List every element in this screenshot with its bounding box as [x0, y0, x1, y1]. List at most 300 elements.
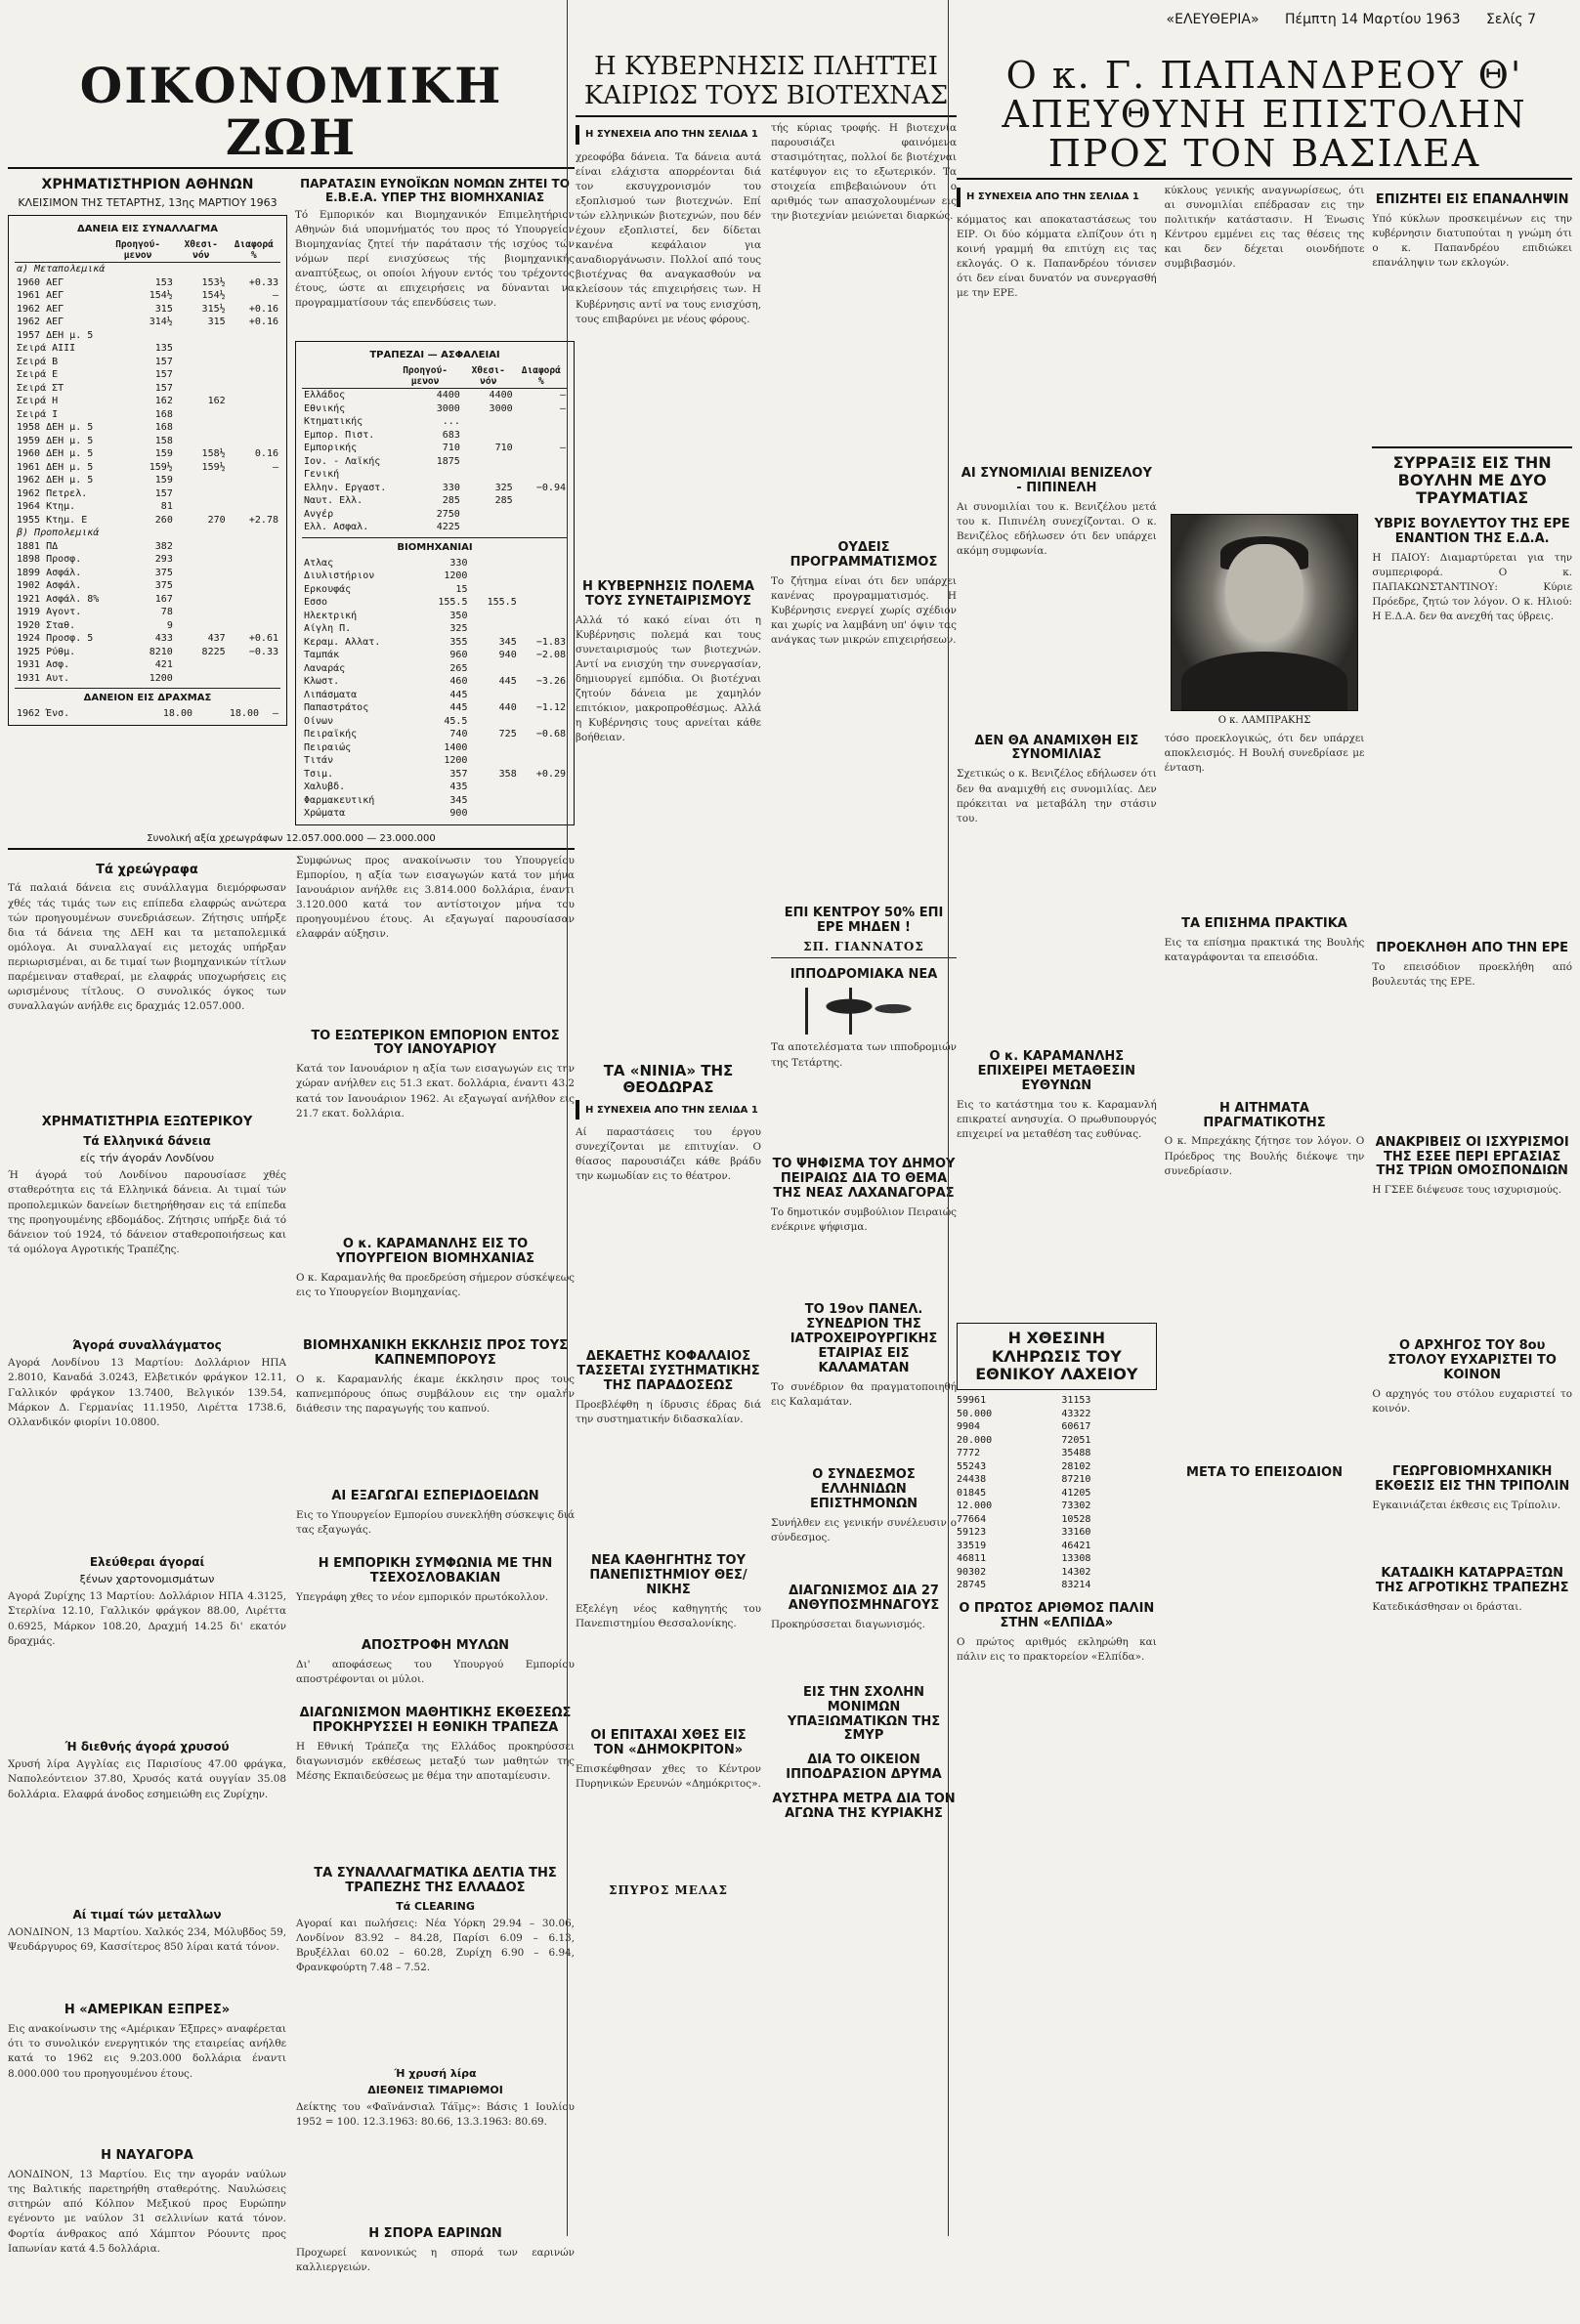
row-value: 960 — [449, 650, 468, 660]
row-value: 8210 — [149, 646, 173, 657]
banks-column-header: Προηγού-μενον — [388, 364, 462, 389]
row-value: 900 — [449, 808, 468, 819]
row-label: Οίνων — [304, 715, 334, 727]
sowing-text: Προχωρεί κανονικώς η σπορά των εαρινών καλλιεργειών. — [296, 2246, 575, 2273]
shipping-text: ΛΟΝΔΙΝΟΝ, 13 Μαρτίου. Εις την αγοράν ναύλων της Βαλτικής παρετηρήθη σταθερότης. Ναυλώσεις σιτηρών από Κόλπον Μεξικού προς Ευρώπην εγένοντο με ναύλον 31 σελλινίων κατά τόνον. Φορτία άνθρακος από Χάμπτον Ρόουντς προς Ιαπωνίαν κατά 4.5 δολλάρια. — [8, 2169, 286, 2255]
row-value: 78 — [160, 607, 173, 617]
church-title: ΒΙΟΜΗΧΑΝΙΚΗ ΕΚΚΛΗΣΙΣ ΠΡΟΣ ΤΟΥΣ ΚΑΠΝΕΜΠΟΡΟΥΣ — [302, 1338, 569, 1369]
row-label: Κλωστ. — [304, 676, 340, 687]
foreign-exchange-title: ΧΡΗΜΑΤΙΣΤΗΡΙΑ ΕΞΩΤΕΡΙΚΟΥ — [41, 1115, 253, 1130]
row-value — [175, 342, 228, 356]
exchange-title: ΧΡΗΜΑΤΙΣΤΗΡΙΟΝ ΑΘΗΝΩΝ — [41, 177, 254, 192]
demand-title: Η ΑΙΤΗΜΑΤΑ ΠΡΑΓΜΑΤΙΚΟΤΗΣ — [1203, 1100, 1326, 1130]
government-text-1: χρεοφόβα δάνεια. Τα δάνεια αυτά είναι ελάχιστα απορρέονται διά τον εκσυγχρονισμόν του εξοπλισμού των βιοτεχνών. Επί τών ελληνικών βιοτεχνών, που δέν έχουν εξοπλιστεί, δεν δίδεται κανένα κεφάλαιον για αναδιοργάνωσιν. Πολλοί από τους βιοτέχνας θα αναγκασθούν να κλείσουν τάς επιχειρήσεις των. Η Κυβέρνησις αντί να τους ενισχύση, τους επιβαρύνει με νέους φόρους. — [576, 150, 761, 325]
row-value: 45.5 — [444, 715, 468, 727]
row-value — [515, 508, 568, 522]
banks-header: ΤΡΑΠΕΖΑΙ — ΑΣΦΑΛΕΙΑΙ — [369, 350, 500, 360]
banks-row — [302, 508, 568, 522]
loans-row — [15, 447, 280, 461]
metal-text: ΛΟΝΔΙΝΟΝ, 13 Μαρτίου. Χαλκός 234, Μόλυβδος 59, Ψευδάργυρος 69, Κασσίτερος 850 λίραι κατά τόνον. — [8, 1926, 286, 1954]
row-value — [469, 689, 518, 702]
row-value — [519, 715, 568, 729]
races-text: Τα αποτελέσματα των ιπποδρομιών της Τετάρτης. — [771, 1041, 957, 1069]
clearing-title: Τά CLEARING — [396, 1899, 475, 1913]
row-value — [469, 794, 518, 808]
row-value — [519, 794, 568, 808]
denials-text: Η ΓΣΕΕ διέψευσε τους ισχυρισμούς. — [1372, 1184, 1562, 1197]
row-value — [469, 754, 518, 768]
bonds-text: Τά παλαιά δάνεια εις συνάλλαγμα διεμόρφωσαν χθές τάς τιμάς των εις επίπεδα ελαφρώς ανώτερα τών προηγουμένων συνεδριάσεων. Ζήτησις υπήρξε δια τά δάνεια της ΔΕΗ και τα μεταπολεμικά ομόλογα. Αι συναλλαγαί εις μετοχάς υπήρξαν περιωρισμέναι, αι δε τιμαί των βιομηχανικών τίτλων παρέμειναν σταθεραί, με ελαφράς υποχωρήσεις εις ωρισμένους τίτλους. Ο συνολικός όγκος των συναλλαγών ανήλθε εις δραχμάς 12.057.000. — [8, 882, 286, 1013]
row-label: Ηλεκτρική — [304, 610, 358, 621]
lottery-number: 10528 — [1061, 1513, 1091, 1525]
government-text-3: τής κύριας τροφής. Η βιοτεχνία παρουσιάζει φαινόμενα στασιμότητας, πολλοί δε βιοτέχναι κατέφυγον εις το εξωτερικόν. Τα στοιχεία επιβεβαιώνουν ότι ο αριθμός των απασχολουμένων εις την βιοτεχνίαν μειώνεται διαρκώς. — [771, 121, 957, 223]
row-label: Διυλιστήριον — [304, 570, 375, 581]
loans-table-box — [8, 215, 287, 726]
row-label: 1925 Ρύθμ. — [17, 646, 76, 657]
loans-row — [15, 382, 280, 396]
row-value: 162 — [154, 396, 173, 406]
lottery-number: 14302 — [1061, 1566, 1091, 1578]
row-value — [462, 521, 515, 534]
lottery-number: 13308 — [1061, 1553, 1091, 1565]
currency-text: Αγορά Ζυρίχης 13 Μαρτίου: Δολλάριον ΗΠΑ 4.3125, Στερλίνα 12.10, Γαλλικόν φράγκον 88.00, Λιρέττα 0.6925, Μάρκον 108.20, Δραχμή 14.25 δι' εκατόν δραχμάς. — [8, 1590, 286, 1647]
row-label: Χαλυβδ. — [304, 782, 346, 792]
row-value: +0.16 — [248, 303, 278, 315]
row-value — [175, 619, 228, 633]
papandreou-sub3: Ο κ. ΚΑΡΑΜΑΝΛΗΣ ΕΠΙΧΕΙΡΕΙ ΜΕΤΑΘΕΣΙΝ ΕΥΘΥΝΩΝ — [977, 1049, 1136, 1094]
row-value: 18.00 — [229, 708, 259, 719]
page-number: Σελίς 7 — [1485, 12, 1536, 27]
row-label: 1921 Ασφάλ. 8% — [17, 593, 100, 605]
row-value: 135 — [154, 343, 173, 354]
row-label: 1960 ΔΕΗ μ. 5 — [17, 448, 94, 459]
row-value: 157 — [154, 369, 173, 380]
loans-row — [15, 289, 280, 303]
row-value: 1200 — [444, 755, 468, 766]
economy-section — [0, 0, 582, 2273]
row-value — [515, 494, 568, 508]
lottery-number: 7772 — [957, 1448, 981, 1459]
row-value: 4225 — [436, 522, 460, 532]
lottery-number: 24438 — [957, 1474, 987, 1486]
clash-subtitle: ΥΒΡΙΣ ΒΟΥΛΕΥΤΟΥ ΤΗΣ ΕΡΕ ΕΝΑΝΤΙΟΝ ΤΗΣ Ε.Δ.Α. — [1374, 516, 1570, 546]
farm-text: Εγκαινιάζεται έκθεσις εις Τρίπολιν. — [1372, 1500, 1561, 1512]
row-value: −0.94 — [535, 482, 566, 493]
row-value — [519, 754, 568, 768]
industry-row — [302, 768, 568, 782]
row-value — [175, 487, 228, 501]
row-value — [519, 610, 568, 623]
gold-market: Ή διεθνής άγορά χρυσού — [64, 1740, 230, 1754]
vote-title: ΤΟ ΨΗΦΙΣΜΑ ΤΟΥ ΔΗΜΟΥ ΠΕΙΡΑΙΩΣ ΔΙΑ ΤΟ ΘΕΜΑ ΤΗΣ ΝΕΑΣ ΛΑΧΑΝΑΓΟΡΑΣ — [772, 1157, 956, 1202]
row-value — [228, 553, 280, 567]
row-value — [469, 662, 518, 676]
robbers-title: ΚΑΤΑΔΙΚΗ ΚΑΤΑΡΡΑΞΤΩΝ ΤΗΣ ΑΓΡΟΤΙΚΗΣ ΤΡΑΠΕΖΗΣ — [1375, 1566, 1569, 1596]
drachma-header: ΔΑΝΕΙΟΝ ΕΙΣ ΔΡΑΧΜΑΣ — [83, 693, 212, 703]
scientists-text: Συνήλθεν εις γενικήν συνέλευσιν ο σύνδεσμος. — [771, 1516, 957, 1543]
row-value — [228, 395, 280, 408]
government-section: Η ΚΥΒΕΡΝΗΣΙΣ ΠΛΗΤΤΕΙ ΚΑΙΡΙΩΣ ΤΟΥΣ ΒΙΟΤΕΧΝΑΣ Η ΣΥΝΕΧΕΙΑ ΑΠΟ ΤΗΝ ΣΕΛΙΔΑ 1 χρεοφόβα δάνεια. Τα δάνεια αυτά είναι ελάχιστα απορρέονται διά τον εκσυγχρονισμόν του εξοπλισμού των βιοτεχνών. Επί τών ελληνικών βιοτεχνών, που δέν έχουν εξοπλιστεί, δεν δίδεται κανένα κεφάλαιον για αναδιοργάνωσιν. Πολλοί από τους βιοτέχνας θα αναγκασθούν να κλείσουν τάς επιχειρήσεις των. Η Κυβέρνησις αντί να τους ενισχύση, τους επιβαρύνει με νέους φόρους. Η ΚΥΒΕΡΝΗΣΙΣ ΠΟΛΕΜΑ ΤΟΥΣ ΣΥΝΕΤΑΙΡΙΣΜΟΥΣ Αλλά τό κακό είναι ότι η Κυβέρνησις πολεμά και τους συνεταιρισμούς των βιοτεχνών. Αντί να ενισχύη την συνεργασίαν, δημιουργεί εμπόδια. Οι βιοτέχναι ζητούν δάνεια με χαμηλόν επιτόκιον, μακροπροθέσμως. Αλλά η Κυβέρνησις τους αρνείται κάθε βοήθειαν. ΤΑ «ΝΙΝΙΑ» ΤΗΣ ΘΕΟΔΩΡΑΣ Η ΣΥΝΕΧΕΙΑ ΑΠΟ ΤΗΝ ΣΕΛΙΔΑ 1 Αί παραστάσεις του έργου συνεχίζονται με επιτυχίαν. Ο θίασος παρουσιάζει κάθε βράδυ την κωμωδίαν εις το θέατρον. ΔΕΚΑΕΤΗΣ ΚΟΦΑΛΑΙΟΣ ΤΑΣΣΕΤΑΙ ΣΥΣΤΗΜΑΤΙΚΗΣ ΤΗΣ ΠΑΡΑΔΟΣΕΩΣ Προεβλέφθη η ίδρυσις έδρας διά την συστηματικήν διδασκαλίαν. ΝΕΑ ΚΑΘΗΓΗΤΗΣ ΤΟΥ ΠΑΝΕΠΙΣΤΗΜΙΟΥ ΘΕΣ/ΝΙΚΗΣ Εξελέγη νέος καθηγητής του Πανεπιστημίου Θεσσαλονίκης. ΟΙ ΕΠΙΤΑΧΑΙ ΧΘΕΣ ΕΙΣ ΤΟΝ «ΔΗΜΟΚΡΙΤΟΝ» Επισκέφθησαν χθες το Κέντρον Πυρηνικών Ερευνών «Δημόκριτος». ΣΠΥΡΟΣ ΜΕΛΑΣ τής κύριας τροφής. Η βιοτεχνία παρουσιάζει φαινόμενα στασιμότητας, πολλοί δε βιοτέχναι κατέφυγον εις το εξωτερικόν. Τα στοιχεία επιβεβαιώνουν ότι ο αριθμός των απασχολουμένων εις την βιοτεχνίαν μειώνεται διαρκώς. ΟΥΔΕΙΣ ΠΡΟΓΡΑΜΜΑΤΙΣΜΟΣ Το ζήτημα είναι ότι δεν υπάρχει κανένας προγραμματισμός. Η Κυβέρνησις ενεργεί χωρίς σχέδιον και χωρίς να λαμβάνη υπ' όψιν τας ανάγκας των μικρών επιχειρήσεων. ΕΠΙ ΚΕΝΤΡΟΥ 50% ΕΠΙ ΕΡΕ ΜΗΔΕΝ ! ΣΠ. ΓΙΑΝΝΑΤΟΣ ΙΠΠΟΔΡΟΜΙΑΚΑ ΝΕΑ Τα αποτελέσματα των ιπποδρομιών της Τετάρτης. ΤΟ ΨΗΦΙΣΜΑ ΤΟΥ ΔΗΜΟΥ ΠΕΙΡΑΙΩΣ ΔΙΑ ΤΟ ΘΕΜΑ ΤΗΣ ΝΕΑΣ ΛΑΧΑΝΑΓΟΡΑΣ Το δημοτικόν συμβούλιον Πειραιώς ενέκρινε ψήφισμα. ΤΟ 19ον ΠΑΝΕΛ. ΣΥΝΕΔΡΙΟΝ ΤΗΣ ΙΑΤΡΟΧΕΙΡΟΥΡΓΙΚΗΣ ΕΤΑΙΡΙΑΣ ΕΙΣ ΚΑΛΑΜΑΤΑΝ Το συνέδριον θα πραγματοποιηθή εις Καλαμάταν. Ο ΣΥΝΔΕΣΜΟΣ ΕΛΛΗΝΙΔΩΝ ΕΠΙΣΤΗΜΟΝΩΝ Συνήλθεν εις γενικήν συνέλευσιν ο σύνδεσμος. ΔΙΑΓΩΝΙΣΜΟΣ ΔΙΑ 27 ΑΝΘΥΠΟΣΜΗΝΑΓΟΥΣ Προκηρύσσεται διαγωνισμός. ΕΙΣ ΤΗΝ ΣΧΟΛΗΝ ΜΟΝΙΜΩΝ ΥΠΑΞΙΩΜΑΤΙΚΩΝ ΤΗΣ ΣΜΥΡ ΔΙΑ ΤΟ ΟΙΚΕΙΟΝ ΙΠΠΟΔΡΑΣΙΟΝ ΔΡΥΜΑ ΑΥΣΤΗΡΑ ΜΕΤΡΑ ΔΙΑ ΤΟΝ ΑΓΩΝΑ ΤΗΣ ΚΥΡΙΑΚΗΣ — [567, 0, 964, 2236]
robbers-text: Κατεδικάσθησαν οι δράσται. — [1372, 1600, 1522, 1613]
industry-row — [302, 636, 568, 650]
government-cont: Η ΣΥΝΕΧΕΙΑ ΑΠΟ ΤΗΝ ΣΕΛΙΔΑ 1 — [576, 125, 761, 145]
row-value: 314½ — [149, 317, 173, 327]
banks-column-header: Χθεσι-νόν — [462, 364, 515, 389]
lottery-number: 60617 — [1061, 1421, 1091, 1433]
government-title: Η ΚΥΒΕΡΝΗΣΙΣ ΠΛΗΤΤΕΙ ΚΑΙΡΙΩΣ ΤΟΥΣ ΒΙΟΤΕΧΝΑΣ — [583, 52, 949, 110]
row-value: 435 — [449, 782, 468, 792]
row-value: ... — [442, 416, 460, 427]
industry-row — [302, 794, 568, 808]
lottery-number: 20.000 — [957, 1434, 993, 1446]
lottery-number: 41205 — [1061, 1487, 1091, 1499]
prewar-loans-row — [15, 606, 280, 619]
row-value — [462, 455, 515, 469]
row-label: Φαρμακευτική — [304, 794, 375, 806]
row-value — [515, 521, 568, 534]
row-value — [515, 468, 568, 482]
row-label: Ιον. - Λαϊκής — [304, 455, 381, 467]
papandreou-sub4: ΕΠΙΖΗΤΕΙ ΕΙΣ ΕΠΑΝΑΛΗΨΙΝ — [1375, 191, 1569, 207]
row-value — [175, 421, 228, 435]
row-value: 155.5 — [438, 597, 468, 608]
row-value: 159 — [154, 448, 173, 459]
row-value: 710 — [494, 443, 513, 453]
prewar-loans-row — [15, 553, 280, 567]
row-value: 1400 — [444, 741, 468, 753]
intl-text: Δείκτης του «Φαϊνάνσιαλ Τάϊμς»: Βάσις 1 Ιουλίου 1952 = 100. 12.3.1963: 80.66, 13.3.1963: 80.69. — [296, 2100, 575, 2128]
row-value — [462, 429, 515, 443]
army-title: Ο ΑΡΧΗΓΟΣ ΤΟΥ 8ου ΣΤΟΛΟΥ ΕΥΧΑΡΙΣΤΕΙ ΤΟ ΚΟΙΝΟΝ — [1388, 1338, 1557, 1383]
row-value — [228, 435, 280, 448]
row-value — [175, 540, 228, 554]
prewar-loans-row — [15, 540, 280, 554]
row-value: 421 — [154, 659, 173, 670]
economy-title: ΟΙΚΟΝΟΜΙΚΗ ΖΩΗ — [79, 57, 503, 166]
row-value: 440 — [498, 702, 517, 713]
row-value — [469, 610, 518, 623]
banks-column-header: Διαφορά % — [515, 364, 568, 389]
fx-market: Άγορά συναλλάγματος — [72, 1338, 222, 1353]
industry-row — [302, 622, 568, 636]
row-label: Εμπορικής — [304, 443, 358, 453]
karamanlis-ind-text: Ο κ. Καραμανλής θα προεδρεύση σήμερον σύσκέψεως εις το Υπουργείον Βιομηχανίας. — [296, 1272, 575, 1299]
loans-row — [15, 368, 280, 382]
row-value: 9 — [166, 619, 173, 631]
loans-header: ΔΑΝΕΙΑ ΕΙΣ ΣΥΝΑΛΛΑΓΜΑ — [77, 224, 218, 234]
row-value: 433 — [154, 633, 173, 644]
loans-column-header: Προηγού-μενον — [101, 238, 175, 263]
row-value: 159 — [154, 475, 173, 486]
loans-row — [15, 408, 280, 422]
exports-title: ΑΙ ΕΞΑΓΩΓΑΙ ΕΣΠΕΡΙΔΟΕΙΔΩΝ — [331, 1489, 539, 1504]
loans-row — [15, 514, 280, 528]
row-value: 683 — [442, 429, 460, 441]
banks-row — [302, 521, 568, 534]
loans-row — [15, 487, 280, 501]
row-label: 1962 ΑΕΓ — [17, 303, 64, 315]
row-value: 315½ — [201, 303, 226, 315]
lottery-number: 59961 — [957, 1395, 987, 1407]
lottery-number: 12.000 — [957, 1500, 993, 1512]
congress-title: ΤΟ 19ον ΠΑΝΕΛ. ΣΥΝΕΔΡΙΟΝ ΤΗΣ ΙΑΤΡΟΧΕΙΡΟΥΡΓΙΚΗΣ ΕΤΑΙΡΙΑΣ ΕΙΣ ΚΑΛΑΜΑΤΑΝ — [790, 1302, 938, 1376]
row-value: — — [559, 402, 566, 414]
row-value — [175, 672, 228, 686]
row-value — [469, 622, 518, 636]
loans-row — [15, 356, 280, 369]
row-label: Σειρά Β — [17, 356, 59, 367]
minutes-title: ΤΑ ΕΠΙΣΗΜΑ ΠΡΑΚΤΙΚΑ — [1181, 915, 1347, 931]
express-text: Εις ανακοίνωσιν της «Αμέρικαν Έξπρες» αναφέρεται ότι το συνολικόν ενεργητικόν της εταιρείας ανήλθε κατά το 1962 εις 9.203.000 δολλάρια έναντι 8.000.000 του προηγουμένου έτους. — [8, 2023, 286, 2080]
industry-row — [302, 689, 568, 702]
papandreou-sub2: ΔΕΝ ΘΑ ΑΝΑΜΙΧΘΗ ΕΙΣ ΣΥΝΟΜΙΛΙΑΣ — [974, 733, 1139, 763]
row-value: 168 — [154, 422, 173, 433]
karamanlis-ind-title: Ο κ. ΚΑΡΑΜΑΝΛΗΣ ΕΙΣ ΤΟ ΥΠΟΥΡΓΕΙΟΝ ΒΙΟΜΗΧΑΝΙΑΣ — [335, 1237, 535, 1267]
row-label: Σειρά Η — [17, 396, 59, 406]
row-value — [515, 455, 568, 469]
row-value — [228, 500, 280, 514]
row-value: 285 — [494, 495, 513, 506]
banks-row — [302, 415, 568, 429]
loans-row — [15, 421, 280, 435]
signature-2: ΣΠΥΡΟΣ ΜΕΛΑΣ — [608, 1882, 729, 1897]
row-value: −2.08 — [535, 650, 566, 660]
row-value: 3000 — [489, 402, 513, 414]
row-value: 159½ — [149, 461, 173, 473]
row-label: 1902 Ασφάλ. — [17, 580, 82, 591]
row-value: 315 — [207, 317, 226, 327]
contest-title: ΔΙΑΓΩΝΙΣΜΟΝ ΜΑΘΗΤΙΚΗΣ ΕΚΘΕΣΕΩΣ ΠΡΟΚΗΡΥΣΣΕΙ Η ΕΘΝΙΚΗ ΤΡΑΠΕΖΑ — [299, 1705, 572, 1735]
row-label: Τσιμ. — [304, 768, 334, 780]
gold-text: Χρυσή λίρα Αγγλίας εις Παρισίους 47.00 φράγκα, Ναπολεόντειον 37.80, Χρυσός κατά ουγγίαν 35.08 δολλάρια. Ελαφρά άνοδος εσημειώθη εις Ζυρίχην. — [8, 1758, 286, 1800]
row-value — [175, 329, 228, 343]
lottery-number: 59123 — [957, 1527, 987, 1539]
row-value — [462, 508, 515, 522]
row-value: 2750 — [436, 508, 460, 520]
row-value — [175, 474, 228, 487]
photo-caption: Ο κ. ΛΑΜΠΡΑΚΗΣ — [1217, 714, 1311, 726]
row-value: +2.78 — [248, 514, 278, 526]
prewar-loans-row — [15, 579, 280, 593]
foreign-trade-title: ΤΟ ΕΞΩΤΕΡΙΚΟΝ ΕΜΠΟΡΙΟΝ ΕΝΤΟΣ ΤΟΥ ΙΑΝΟΥΑΡΙΟΥ — [311, 1028, 560, 1058]
papandreou-text-2: Αι συνομιλίαι του κ. Βενιζέλου μετά του κ. Πιπινέλη συνεχίζονται. Ο κ. Βενιζέλος εδήλωσεν ότι δεν υπάρχει ακόμη συμφωνία. — [957, 500, 1157, 557]
ship-fee-title: ΑΠΟΣΤΡΟΦΗ ΜΥΛΩΝ — [361, 1637, 510, 1653]
row-label: Χρώματα — [304, 808, 346, 819]
after-title: ΜΕΤΑ ΤΟ ΕΠΕΙΣΟΔΙΟΝ — [1186, 1465, 1343, 1481]
lottery-number: 50.000 — [957, 1408, 993, 1419]
row-value: 315 — [154, 303, 173, 315]
loans-row — [15, 474, 280, 487]
row-value: 350 — [449, 610, 468, 621]
races-title: ΙΠΠΟΔΡΟΜΙΑΚΑ ΝΕΑ — [790, 966, 938, 982]
clash-title: ΣΥΡΡΑΞΙΣ ΕΙΣ ΤΗΝ ΒΟΥΛΗΝ ΜΕ ΔΥΟ ΤΡΑΥΜΑΤΙΑΣ — [1372, 446, 1572, 508]
church-text: Ο κ. Καραμανλής έκαμε έκκλησιν προς τους καπνεμπόρους όπως συμβάλουν εις την ομαλήν διάθεσιν της παραγωγής του καπνού. — [296, 1373, 575, 1416]
foreign-currency: ξένων χαρτονομισμάτων — [79, 1573, 215, 1586]
contest27-title: ΔΙΑΓΩΝΙΣΜΟΣ ΔΙΑ 27 ΑΝΘΥΠΟΣΜΗΝΑΓΟΥΣ — [788, 1583, 940, 1613]
row-value — [515, 429, 568, 443]
row-label: Αίγλη Π. — [304, 623, 352, 634]
row-label: Πειραϊκής — [304, 729, 358, 739]
row-value — [228, 672, 280, 686]
signature: ΣΠ. ΓΙΑΝΝΑΤΟΣ — [803, 939, 924, 953]
papandreou-title: Ο κ. Γ. ΠΑΠΑΝΔΡΕΟΥ Θ' ΑΠΕΥΘΥΝΗ ΕΠΙΣΤΟΛΗΝ ΠΡΟΣ ΤΟΝ ΒΑΣΙΛΕΑ — [1002, 54, 1527, 175]
ninia-text: Αί παραστάσεις του έργου συνεχίζονται με επιτυχίαν. Ο θίασος παρουσιάζει κάθε βράδυ την κωμωδίαν εις το θέατρον. — [576, 1126, 761, 1183]
lottery-number: 72051 — [1061, 1434, 1091, 1446]
metal-prices: Αί τιμαί τών μεταλλων — [72, 1908, 222, 1923]
prewar-loans-row — [15, 658, 280, 672]
row-value: +0.33 — [248, 276, 278, 288]
drachma-row — [15, 707, 280, 721]
express-title: Η «ΑΜΕΡΙΚΑΝ ΕΞΠΡΕΣ» — [64, 2003, 231, 2018]
row-value: 168 — [154, 408, 173, 420]
banks-column-header — [302, 364, 388, 389]
row-label: 1924 Προσφ. 5 — [17, 633, 94, 644]
row-value: 710 — [442, 443, 460, 453]
lottery-number: 9904 — [957, 1421, 981, 1433]
row-value — [228, 421, 280, 435]
row-value: 460 — [449, 676, 468, 687]
papandreou-text-3: Σχετικώς ο κ. Βενιζέλος εδήλωσεν ότι δεν θα αναμιχθή εις συνομιλίας. Δεν πρόκειται να μεταβάλη την στάσιν του. — [957, 768, 1157, 824]
row-value — [175, 500, 228, 514]
chair-text: Εξελέγη νέος καθηγητής του Πανεπιστημίου Θεσσαλονίκης. — [576, 1602, 761, 1629]
industry-row — [302, 675, 568, 689]
row-value: 15 — [455, 583, 468, 595]
row-value — [228, 368, 280, 382]
row-value — [515, 415, 568, 429]
lottery-number: 55243 — [957, 1460, 987, 1472]
row-value: 159½ — [201, 461, 226, 473]
government-text-2: Αλλά τό κακό είναι ότι η Κυβέρνησις πολεμά και τους συνεταιρισμούς των βιοτεχνών. Αντί να ενισχύη την συνεργασίαν, δημιουργεί εμπόδια. Οι βιοτέχναι ζητούν δάνεια με χαμηλόν επιτόκιον, μακροπροθέσμως. Αλλά η Κυβέρνησις τους αρνείται κάθε βοήθειαν. — [576, 613, 761, 744]
trade-text: Συμφώνως προς ανακοίνωσιν του Υπουργείου Εμπορίου, η αξία των εισαγωγών κατά τον μήνα Ιανουάριον ανήλθε εις 3.814.000 δολλάρια, έναντι 3.120.000 κατά τον αντίστοιχον μήνα του προηγουμένου έτους. Αι εξαγωγαί παρουσίασαν ελαφράν αύξησιν. — [296, 854, 575, 940]
congress-text: Το συνέδριον θα πραγματοποιηθή εις Καλαμάταν. — [771, 1380, 957, 1409]
row-value: 154½ — [149, 290, 173, 301]
row-value: 3000 — [436, 402, 460, 414]
row-value — [228, 593, 280, 607]
industries-article-title: ΠΑΡΑΤΑΣΙΝ ΕΥΝΟΪΚΩΝ ΝΟΜΩΝ ΖΗΤΕΙ ΤΟ Ε.Β.Ε.Α. ΥΠΕΡ ΤΗΣ ΒΙΟΜΗΧΑΝΙΑΣ — [300, 177, 570, 204]
row-value — [519, 807, 568, 821]
industry-row — [302, 583, 568, 597]
row-value — [175, 579, 228, 593]
lottery-number: 46421 — [1061, 1540, 1091, 1551]
row-value: — — [272, 461, 278, 473]
professors-text: Προεβλέφθη η ίδρυσις έδρας διά την συστηματικήν διδασκαλίαν. — [576, 1398, 761, 1426]
row-value — [175, 435, 228, 448]
row-value — [228, 658, 280, 672]
row-value: 1200 — [149, 672, 173, 684]
row-value — [228, 540, 280, 554]
loans-row — [15, 329, 280, 343]
sowing-title: Η ΣΠΟΡΑ ΕΑΡΙΝΩΝ — [368, 2225, 502, 2241]
demand-text: Ο κ. Μπρεχάκης ζήτησε τον λόγον. Ο Πρόεδρος της Βουλής διέκοψε την συνεδρίασιν. — [1164, 1135, 1365, 1177]
industry-row — [302, 715, 568, 729]
loans-row — [15, 342, 280, 356]
row-label: Λιπάσματα — [304, 689, 358, 700]
lottery-number: 83214 — [1061, 1580, 1091, 1591]
prewar-loans-row — [15, 632, 280, 646]
lottery-number: 77664 — [957, 1513, 987, 1525]
cz-text: Υπεγράφη χθες το νέον εμπορικόν πρωτόκολλον. — [296, 1590, 549, 1603]
sunday-title: ΑΥΣΤΗΡΑ ΜΕΤΡΑ ΔΙΑ ΤΟΝ ΑΓΩΝΑ ΤΗΣ ΚΥΡΙΑΚΗΣ — [772, 1792, 956, 1822]
loans-row — [15, 303, 280, 317]
fx-table-title: ΤΑ ΣΥΝΑΛΛΑΓΜΑΤΙΚΑ ΔΕΛΤΙΑ ΤΗΣ ΤΡΑΠΕΖΗΣ ΤΗΣ ΕΛΛΑΔΟΣ — [314, 1865, 557, 1895]
airforce-title: ΕΙΣ ΤΗΝ ΣΧΟΛΗΝ ΜΟΝΙΜΩΝ ΥΠΑΞΙΩΜΑΤΙΚΩΝ ΤΗΣ ΣΜΥΡ — [787, 1684, 941, 1744]
banks-row — [302, 429, 568, 443]
table-group-label: β) Προπολεμικά — [17, 528, 100, 538]
row-value: 157 — [154, 356, 173, 367]
row-label: Παπαστράτος — [304, 702, 369, 713]
banks-row — [302, 389, 568, 402]
industry-row — [302, 807, 568, 821]
row-value — [228, 408, 280, 422]
loans-row — [15, 316, 280, 329]
row-value: 325 — [449, 623, 468, 634]
industry-row — [302, 649, 568, 662]
row-value — [175, 553, 228, 567]
vote-text: Το δημοτικόν συμβούλιον Πειραιώς ενέκρινε ψήφισμα. — [771, 1206, 957, 1234]
loans-row — [15, 276, 280, 290]
papandreou-text-1: κόμματος και αποκαταστάσεως του ΕΙΡ. Οι δύο κόμματα ελπίζουν ότι η κοινή γραμμή θα επιτύχη εις τας εκλογάς. Ο κ. Παπανδρέου τόνισεν ότι δεν είναι δυνατόν να συνεργασθή με την ΕΡΕ. — [957, 213, 1157, 300]
papandreou-text-6: τόσο προεκλογικώς, ότι δεν υπάρχει αποκλεισμός. Η Βουλή συνεδρίασε με ένταση. — [1164, 732, 1365, 774]
row-value: 4400 — [436, 390, 460, 401]
row-label: Ελλ. Ασφαλ. — [304, 522, 369, 532]
banks-table-box — [295, 341, 575, 825]
paper-name: «ΕΛΕΥΘΕΡΙΑ» — [1166, 12, 1260, 27]
intl-prices: ΔΙΕΘΝΕΙΣ ΤΙΜΑΡΙΘΜΟΙ — [367, 2083, 503, 2096]
row-value — [519, 622, 568, 636]
industry-row — [302, 662, 568, 676]
row-value — [228, 567, 280, 580]
row-label: 1961 ΔΕΗ μ. 5 — [17, 461, 94, 473]
row-label: Πειραιώς — [304, 741, 352, 753]
row-label: 1919 Αγοντ. — [17, 607, 82, 617]
row-value — [175, 408, 228, 422]
papandreou-cont: Η ΣΥΝΕΧΕΙΑ ΑΠΟ ΤΗΝ ΣΕΛΙΔΑ 1 — [957, 188, 1157, 207]
fx-text: Αγορά Λονδίνου 13 Μαρτίου: Δολλάριον ΗΠΑ 2.8010, Καναδά 3.0243, Ελβετικόν φράγκον 12.11, Γαλλικόν φράγκον 13.7400, Βελγικόν 139.54, Μάρκον Δ. Γερμανίας 11.1950, Λιρέττα 1738.6, Ολλανδικόν φιορίνι 10.0800. — [8, 1357, 286, 1428]
loans-column-header: Διαφορά % — [228, 238, 280, 263]
loans-column-header: Χθεσι-νόν — [175, 238, 228, 263]
foreign-trade-text: Κατά τον Ιανουάριον η αξία των εισαγωγών εις την χώραν ανήλθεν εις 51.3 εκατ. δολλάρια, έναντι 43.2 κατά τον Ιανουάριον 1962. Αι εξαγωγαί ανήλθον εις 21.7 εκατ. δολλάρια. — [296, 1063, 575, 1120]
row-value: 265 — [449, 662, 468, 674]
walkout-text: Το επεισόδιον προεκλήθη από βουλευτάς της ΕΡΕ. — [1372, 960, 1573, 988]
walkout-title: ΠΡΟΕΚΛΗΘΗ ΑΠΟ ΤΗΝ ΕΡΕ — [1376, 940, 1569, 955]
row-value: — — [272, 290, 278, 301]
industry-row — [302, 610, 568, 623]
army-text: Ο αρχηγός του στόλου ευχαριστεί το κοινόν. — [1372, 1388, 1573, 1416]
row-value — [519, 583, 568, 597]
row-label: Ναυτ. Ελλ. — [304, 495, 363, 506]
row-value — [519, 596, 568, 610]
industry-row — [302, 754, 568, 768]
row-value — [519, 662, 568, 676]
industry-row — [302, 741, 568, 755]
row-value: 18.00 — [162, 708, 192, 719]
gov-sub2: ΟΥΔΕΙΣ ΠΡΟΓΡΑΜΜΑΤΙΣΜΟΣ — [790, 539, 938, 570]
democritus-title: ΟΙ ΕΠΙΤΑΧΑΙ ΧΘΕΣ ΕΙΣ ΤΟΝ «ΔΗΜΟΚΡΙΤΟΝ» — [590, 1727, 747, 1757]
row-value: 153½ — [201, 276, 226, 288]
row-value — [228, 579, 280, 593]
denials-title: ΑΝΑΚΡΙΒΕΙΣ ΟΙ ΙΣΧΥΡΙΣΜΟΙ ΤΗΣ ΕΣΕΕ ΠΕΡΙ ΕΡΓΑΣΙΑΣ ΤΗΣ ΤΡΙΩΝ ΟΜΟΣΠΟΝΔΙΩΝ — [1375, 1134, 1569, 1179]
industries-article-text: Τό Εμπορικόν και Βιομηχανικόν Επιμελητήριον Αθηνών διά υπομνήματός του προς τό Υπουργείον Βιομηχανίας ζητεί τήν παράτασιν τής ισχύος τών νόμων περί ενισχύσεως τής βιομηχανικής αναπτύξεως, οι οποίοι λήγουν εντός του τρέχοντος έτους, ώστε αι επιχειρήσεις να δύνανται να προγραμματίσουν τάς επενδύσεις των. — [295, 209, 575, 310]
row-value: 325 — [494, 482, 513, 493]
exports-text: Εις το Υπουργείον Εμπορίου συνεκλήθη σύσκεψις διά τας εξαγωγάς. — [296, 1509, 575, 1537]
industry-row — [302, 728, 568, 741]
row-value — [228, 382, 280, 396]
row-value — [388, 468, 462, 482]
lottery-number: 01845 — [957, 1487, 987, 1499]
industry-table — [302, 557, 568, 821]
lottery-number: 35488 — [1061, 1448, 1091, 1459]
row-value: 445 — [498, 676, 517, 687]
